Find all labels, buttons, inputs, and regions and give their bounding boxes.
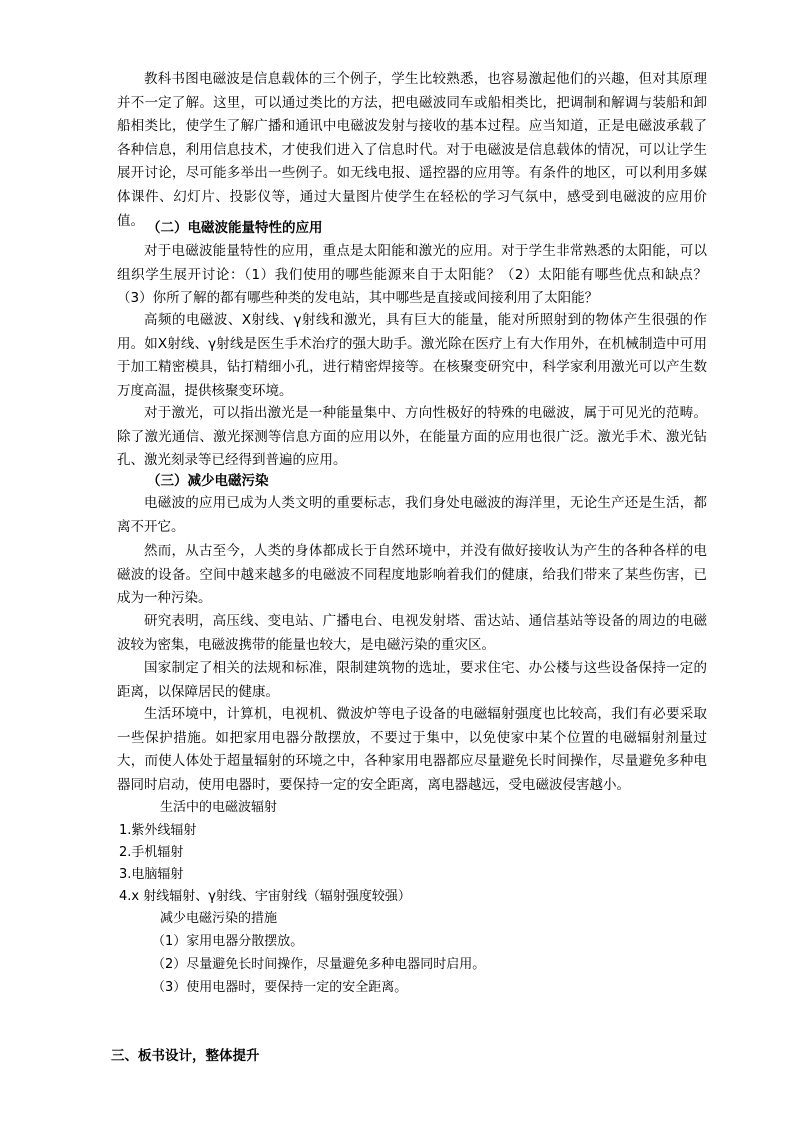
board-item-radiation-2: 2.手机辐射 (119, 845, 184, 860)
subheading-reduce-pollution: （三）减少电磁污染 (147, 473, 269, 489)
board-title-measures: 减少电磁污染的措施 (160, 911, 278, 926)
board-item-radiation-3: 3.电脑辐射 (119, 867, 184, 882)
paragraph-home-environment: 生活环境中，计算机，电视机、微波炉等电子设备的电磁辐射强度也比较高，我们有必要采取一些保护措施。如把家用电器分散摆放，不要过于集中，以免使家中某个位置的电磁辐射剂量过大，而使人体处于超量辐射的环境之中，各种家用电器都应尽量避免长时间操作，尽量避免多种电器同时启动，使用电器时，要保持一定的安全距离，离电器越远，受电磁波侵害越小。 (117, 706, 707, 793)
paragraph-laser: 对于激光，可以指出激光是一种能量集中、方向性极好的特殊的电磁波，属于可见光的范畴。除了激光通信、激光探测等信息方面的应用以外，在能量方面的应用也很广泛。激光手术、激光钻孔、激光刻录等已经得到普遍的应用。 (117, 405, 707, 469)
board-title-radiation: 生活中的电磁波辐射 (160, 800, 278, 815)
paragraph-high-frequency: 高频的电磁波、X射线、γ射线和激光，具有巨大的能量，能对所照射到的物体产生很强的作用。如X射线、γ射线是医生手术治疗的强大助手。激光除在医疗上有大作用外，在机械制造中可用于加工精密模具，钻打精细小孔，进行精密焊接等。在核聚变研究中，科学家利用激光可以产生数万度高温，提供核聚变环境。 (117, 312, 707, 399)
paragraph-regulation: 国家制定了相关的法规和标准，限制建筑物的选址，要求住宅、办公楼与这些设备保持一定的距离，以保障居民的健康。 (117, 660, 707, 700)
board-item-measure-2: （2）尽量避免长时间操作，尽量避免多种电器同时启用。 (152, 957, 486, 972)
paragraph-solar: 对于电磁波能量特性的应用，重点是太阳能和激光的应用。对于学生非常熟悉的太阳能，可以组织学生展开讨论：（1）我们使用的哪些能源来自于太阳能？（2）太阳能有哪些优点和缺点？（3）你所了解的都有哪些种类的发电站，其中哪些是直接或间接利用了太阳能？ (117, 243, 707, 307)
board-item-radiation-4: 4.x 射线辐射、γ射线、宇宙射线（辐射强度较强） (119, 889, 411, 904)
board-item-measure-3: （3）使用电器时，要保持一定的安全距离。 (152, 980, 408, 995)
section-heading-board-design: 三、板书设计，整体提升 (111, 1048, 260, 1064)
paragraph-research: 研究表明，高压线、变电站、广播电台、电视发射塔、雷达站、通信基站等设备的周边的电磁波较为密集，电磁波携带的能量也较大，是电磁污染的重灾区。 (117, 613, 707, 653)
board-item-radiation-1: 1.紫外线辐射 (119, 823, 197, 838)
paragraph-civilization: 电磁波的应用已成为人类文明的重要标志，我们身处电磁波的海洋里，无论生产还是生活，都离不开它。 (117, 495, 707, 535)
subheading-energy: （二）电磁波能量特性的应用 (147, 220, 323, 236)
board-item-measure-1: （1）家用电器分散摆放。 (152, 934, 304, 949)
paragraph-pollution: 然而，从古至今，人类的身体都成长于自然环境中，并没有做好接收认为产生的各种各样的电磁波的设备。空间中越来越多的电磁波不同程度地影响着我们的健康，给我们带来了某些伤害，已成为一种污染。 (117, 543, 707, 607)
paragraph-intro: 教科书图电磁波是信息载体的三个例子，学生比较熟悉，也容易激起他们的兴趣，但对其原理并不一定了解。这里，可以通过类比的方法，把电磁波同车或船相类比，把调制和解调与装船和卸船相类比，使学生了解广播和通讯中电磁波发射与接收的基本过程。应当知道，正是电磁波承载了各种信息，利用信息技术，才使我们进入了信息时代。对于电磁波是信息载体的情况，可以让学生展开讨论，尽可能多举出一些例子。如无线电报、遥控器的应用等。有条件的地区，可以利用多媒体课件、幻灯片、投影仪等，通过大量图片使学生在轻松的学习气氛中，感受到电磁波的应用价值。 (117, 71, 707, 229)
